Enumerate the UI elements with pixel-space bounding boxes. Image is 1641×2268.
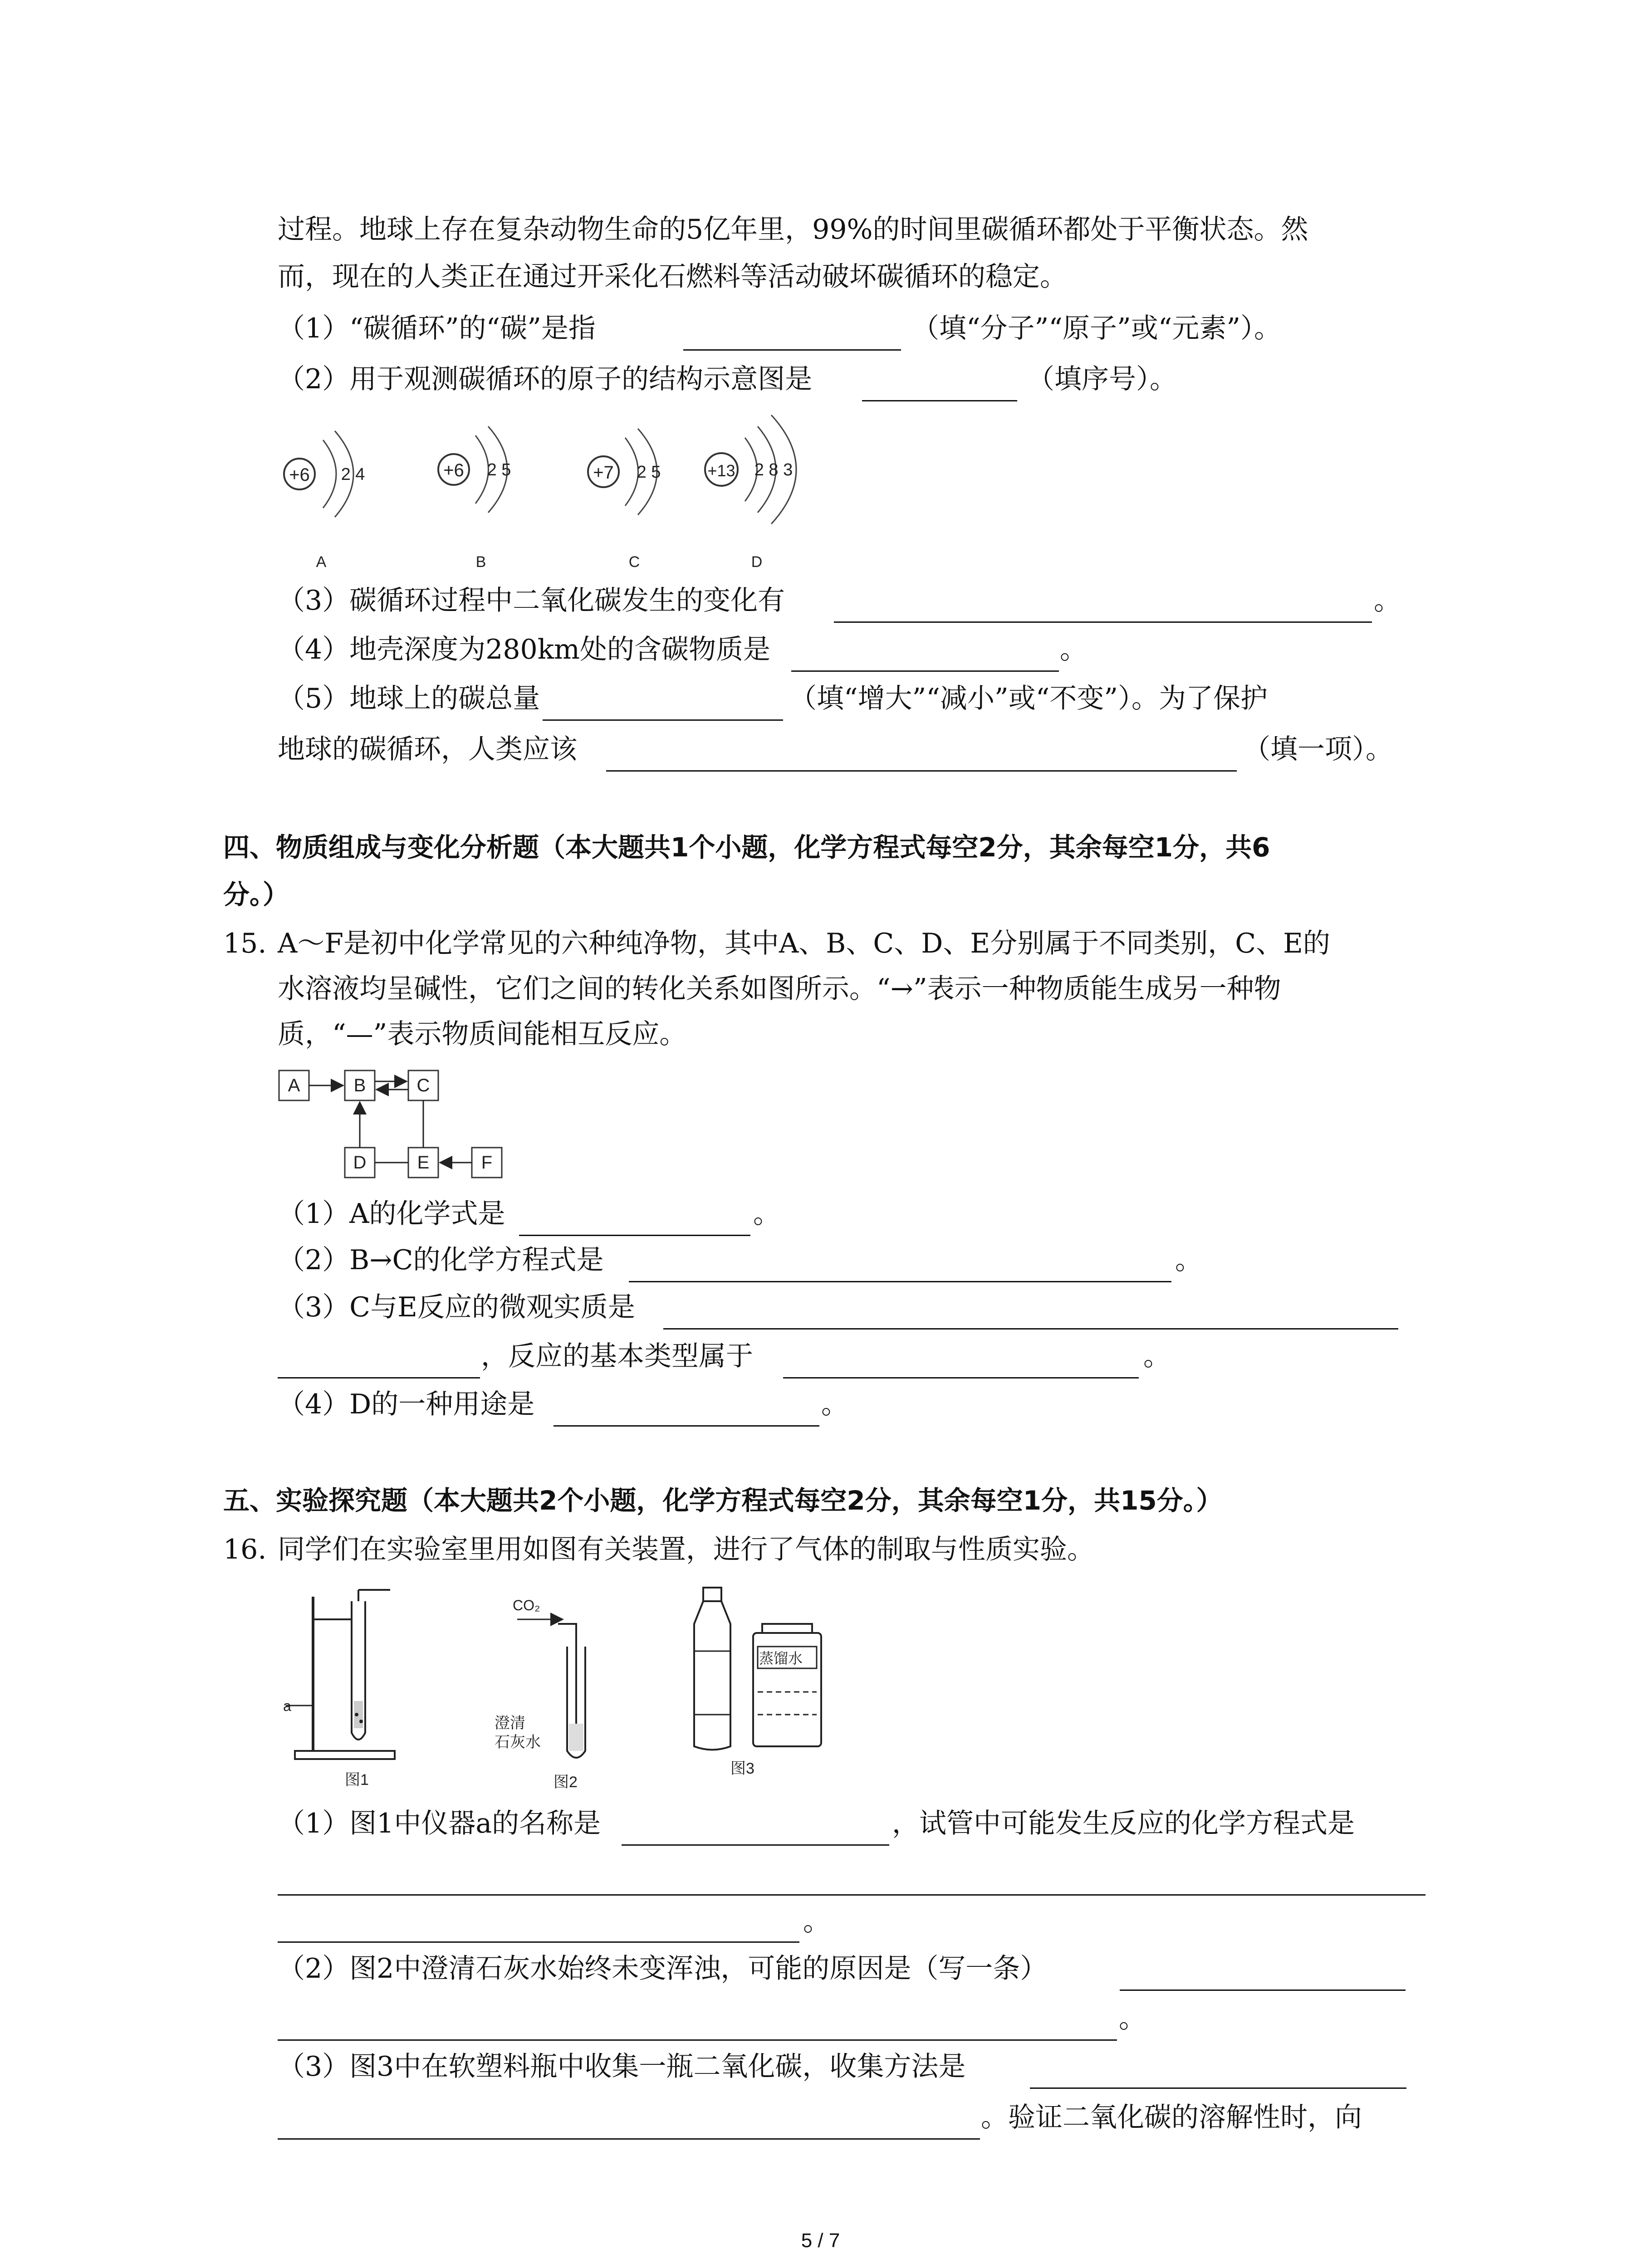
q14-part1-text: （1）“碳循环”的“碳”是指 [278, 313, 596, 344]
q14-part5-text: （5）地球上的碳总量 [278, 683, 540, 714]
q16-part3-text-2: 。验证二氧化碳的溶解性时，向 [981, 2102, 1362, 2133]
q16-part1-text-2: ，试管中可能发生反应的化学方程式是 [892, 1808, 1355, 1839]
q16-part2-text: （2）图2中澄清石灰水始终未变浑浊，可能的原因是（写一条） [278, 1953, 1048, 1984]
q16-part2-blank-1[interactable] [1120, 1989, 1406, 1991]
figure-3-apparatus [685, 1579, 835, 1787]
atom-c-nucleus: +7 [593, 463, 614, 483]
section-4-title-cont: 分。） [223, 879, 289, 910]
q15-stem-1: A～F是初中化学常见的六种纯净物，其中A、B、C、D、E分别属于不同类别，C、E的 [278, 928, 1330, 959]
q16-part1-text: （1）图1中仪器a的名称是 [278, 1808, 601, 1839]
atom-d-nucleus: +13 [707, 461, 735, 480]
atom-c-label: C [628, 553, 640, 571]
atom-a-label: A [316, 553, 327, 571]
q15-part1-end: 。 [753, 1198, 780, 1230]
q15-number: 15. [223, 928, 267, 959]
co2-label: CO₂ [513, 1597, 540, 1613]
q15-part3-text-2: ，反应的基本类型属于 [481, 1340, 753, 1372]
q14-part3-end: 。 [1374, 585, 1401, 616]
intro-line-2: 而，现在的人类正在通过开采化石燃料等活动破坏碳循环的稳定。 [278, 261, 1067, 293]
q15-part3-blank-2[interactable] [278, 1377, 480, 1378]
q15-part4-end: 。 [821, 1388, 848, 1420]
box-e-label: E [417, 1153, 430, 1173]
q16-part3-blank-1[interactable] [1030, 2087, 1406, 2089]
atom-b-nucleus: +6 [443, 460, 464, 480]
q14-part1-blank[interactable] [683, 349, 901, 351]
substance-relation-diagram [272, 1061, 526, 1188]
q14-part4-blank[interactable] [791, 670, 1059, 672]
figure-2-label: 图2 [554, 1774, 578, 1791]
q14-part4-text: （4）地壳深度为280km处的含碳物质是 [278, 634, 770, 665]
q15-part3-blank-1[interactable] [663, 1328, 1398, 1330]
q14-part5-blank-2[interactable] [606, 770, 1237, 772]
q15-stem-2: 水溶液均呈碱性，它们之间的转化关系如图所示。“→”表示一种物质能生成另一种物 [278, 973, 1281, 1005]
atom-b-label: B [475, 553, 486, 571]
atom-a-nucleus: +6 [289, 465, 310, 485]
q15-part2-end: 。 [1175, 1244, 1202, 1276]
intro-line-1: 过程。地球上存在复杂动物生命的5亿年里，99%的时间里碳循环都处于平衡状态。然 [278, 214, 1308, 245]
figure-3-label: 图3 [730, 1760, 754, 1777]
q14-part3-text: （3）碳循环过程中二氧化碳发生的变化有 [278, 585, 785, 616]
q16-part1-blank-1[interactable] [622, 1844, 889, 1846]
plastic-bottle [694, 1601, 730, 1750]
q16-part3-blank-2[interactable] [278, 2138, 980, 2140]
q14-part2-text: （2）用于观测碳循环的原子的结构示意图是 [278, 363, 813, 395]
q15-stem-3: 质，“—”表示物质间能相互反应。 [278, 1018, 687, 1050]
figure-2-apparatus [490, 1588, 608, 1796]
jar-stopper [762, 1624, 812, 1633]
q16-part3-text: （3）图3中在软塑料瓶中收集一瓶二氧化碳，收集方法是 [278, 2051, 966, 2082]
box-a-label: A [288, 1075, 300, 1095]
q16-part2-end: 。 [1119, 2003, 1146, 2034]
q16-number: 16. [223, 1534, 267, 1565]
limewater-label-1: 澄清 [495, 1715, 525, 1732]
box-d-label: D [353, 1153, 367, 1173]
jar-label: 蒸馏水 [759, 1650, 803, 1667]
figure-1-label: 图1 [345, 1771, 369, 1789]
page-number: 5 / 7 [801, 2229, 840, 2252]
q14-part5-blank-1[interactable] [543, 719, 783, 721]
q14-part2-hint: （填序号）。 [1027, 363, 1177, 395]
box-f-label: F [481, 1153, 493, 1173]
section-4-title: 四、物质组成与变化分析题（本大题共1个小题，化学方程式每空2分，其余每空1分，共6 [223, 832, 1270, 863]
atom-d [705, 415, 796, 571]
q14-part3-blank[interactable] [834, 621, 1372, 623]
q15-part3-text: （3）C与E反应的微观实质是 [278, 1291, 635, 1323]
q14-part2-blank[interactable] [862, 400, 1017, 401]
q14-part5-hint: （填“增大”“减小”或“不变”）。为了保护 [789, 683, 1268, 714]
q15-part3-end: 。 [1143, 1340, 1171, 1372]
q15-part1-blank[interactable] [519, 1235, 750, 1236]
atom-structure-diagrams [272, 413, 844, 585]
q15-part2-blank[interactable] [629, 1281, 1171, 1282]
atom-d-shells: 2 8 3 [754, 460, 793, 479]
q15-part3-blank-3[interactable] [783, 1377, 1139, 1378]
limewater-label-2: 石灰水 [495, 1734, 541, 1751]
label-a: a [283, 1698, 291, 1714]
section-5-title: 五、实验探究题（本大题共2个小题，化学方程式每空2分，其余每空1分，共15分。） [223, 1485, 1223, 1516]
q15-part4-text: （4）D的一种用途是 [278, 1388, 535, 1420]
q16-part1-blank-3[interactable] [278, 1941, 799, 1943]
atom-a-shells: 2 4 [341, 465, 365, 484]
atom-b-shells: 2 5 [487, 460, 511, 479]
atom-a [284, 431, 365, 571]
q16-part1-blank-2[interactable] [278, 1894, 1425, 1896]
atom-c-shells: 2 5 [637, 463, 661, 482]
atom-c [588, 429, 661, 571]
atom-b [438, 426, 511, 571]
box-c-label: C [416, 1075, 430, 1095]
q16-part1-end: 。 [803, 1906, 830, 1937]
q14-part5-end: （填一项）。 [1243, 733, 1393, 765]
q15-part4-blank[interactable] [554, 1425, 819, 1427]
box-b-label: B [353, 1075, 366, 1095]
q16-stem: 同学们在实验室里用如图有关装置，进行了气体的制取与性质实验。 [278, 1534, 1094, 1565]
atom-d-label: D [751, 553, 763, 571]
q15-part1-text: （1）A的化学式是 [278, 1198, 505, 1230]
bottle-cap [703, 1588, 721, 1601]
figure-1-apparatus [277, 1583, 413, 1796]
stand-base [295, 1751, 395, 1759]
q14-part4-end: 。 [1060, 634, 1087, 665]
q14-part5-text-2: 地球的碳循环，人类应该 [278, 733, 577, 765]
q15-part2-text: （2）B→C的化学方程式是 [278, 1244, 604, 1276]
q16-part2-blank-2[interactable] [278, 2039, 1117, 2041]
q14-part1-hint: （填“分子”“原子”或“元素”）。 [912, 313, 1282, 344]
